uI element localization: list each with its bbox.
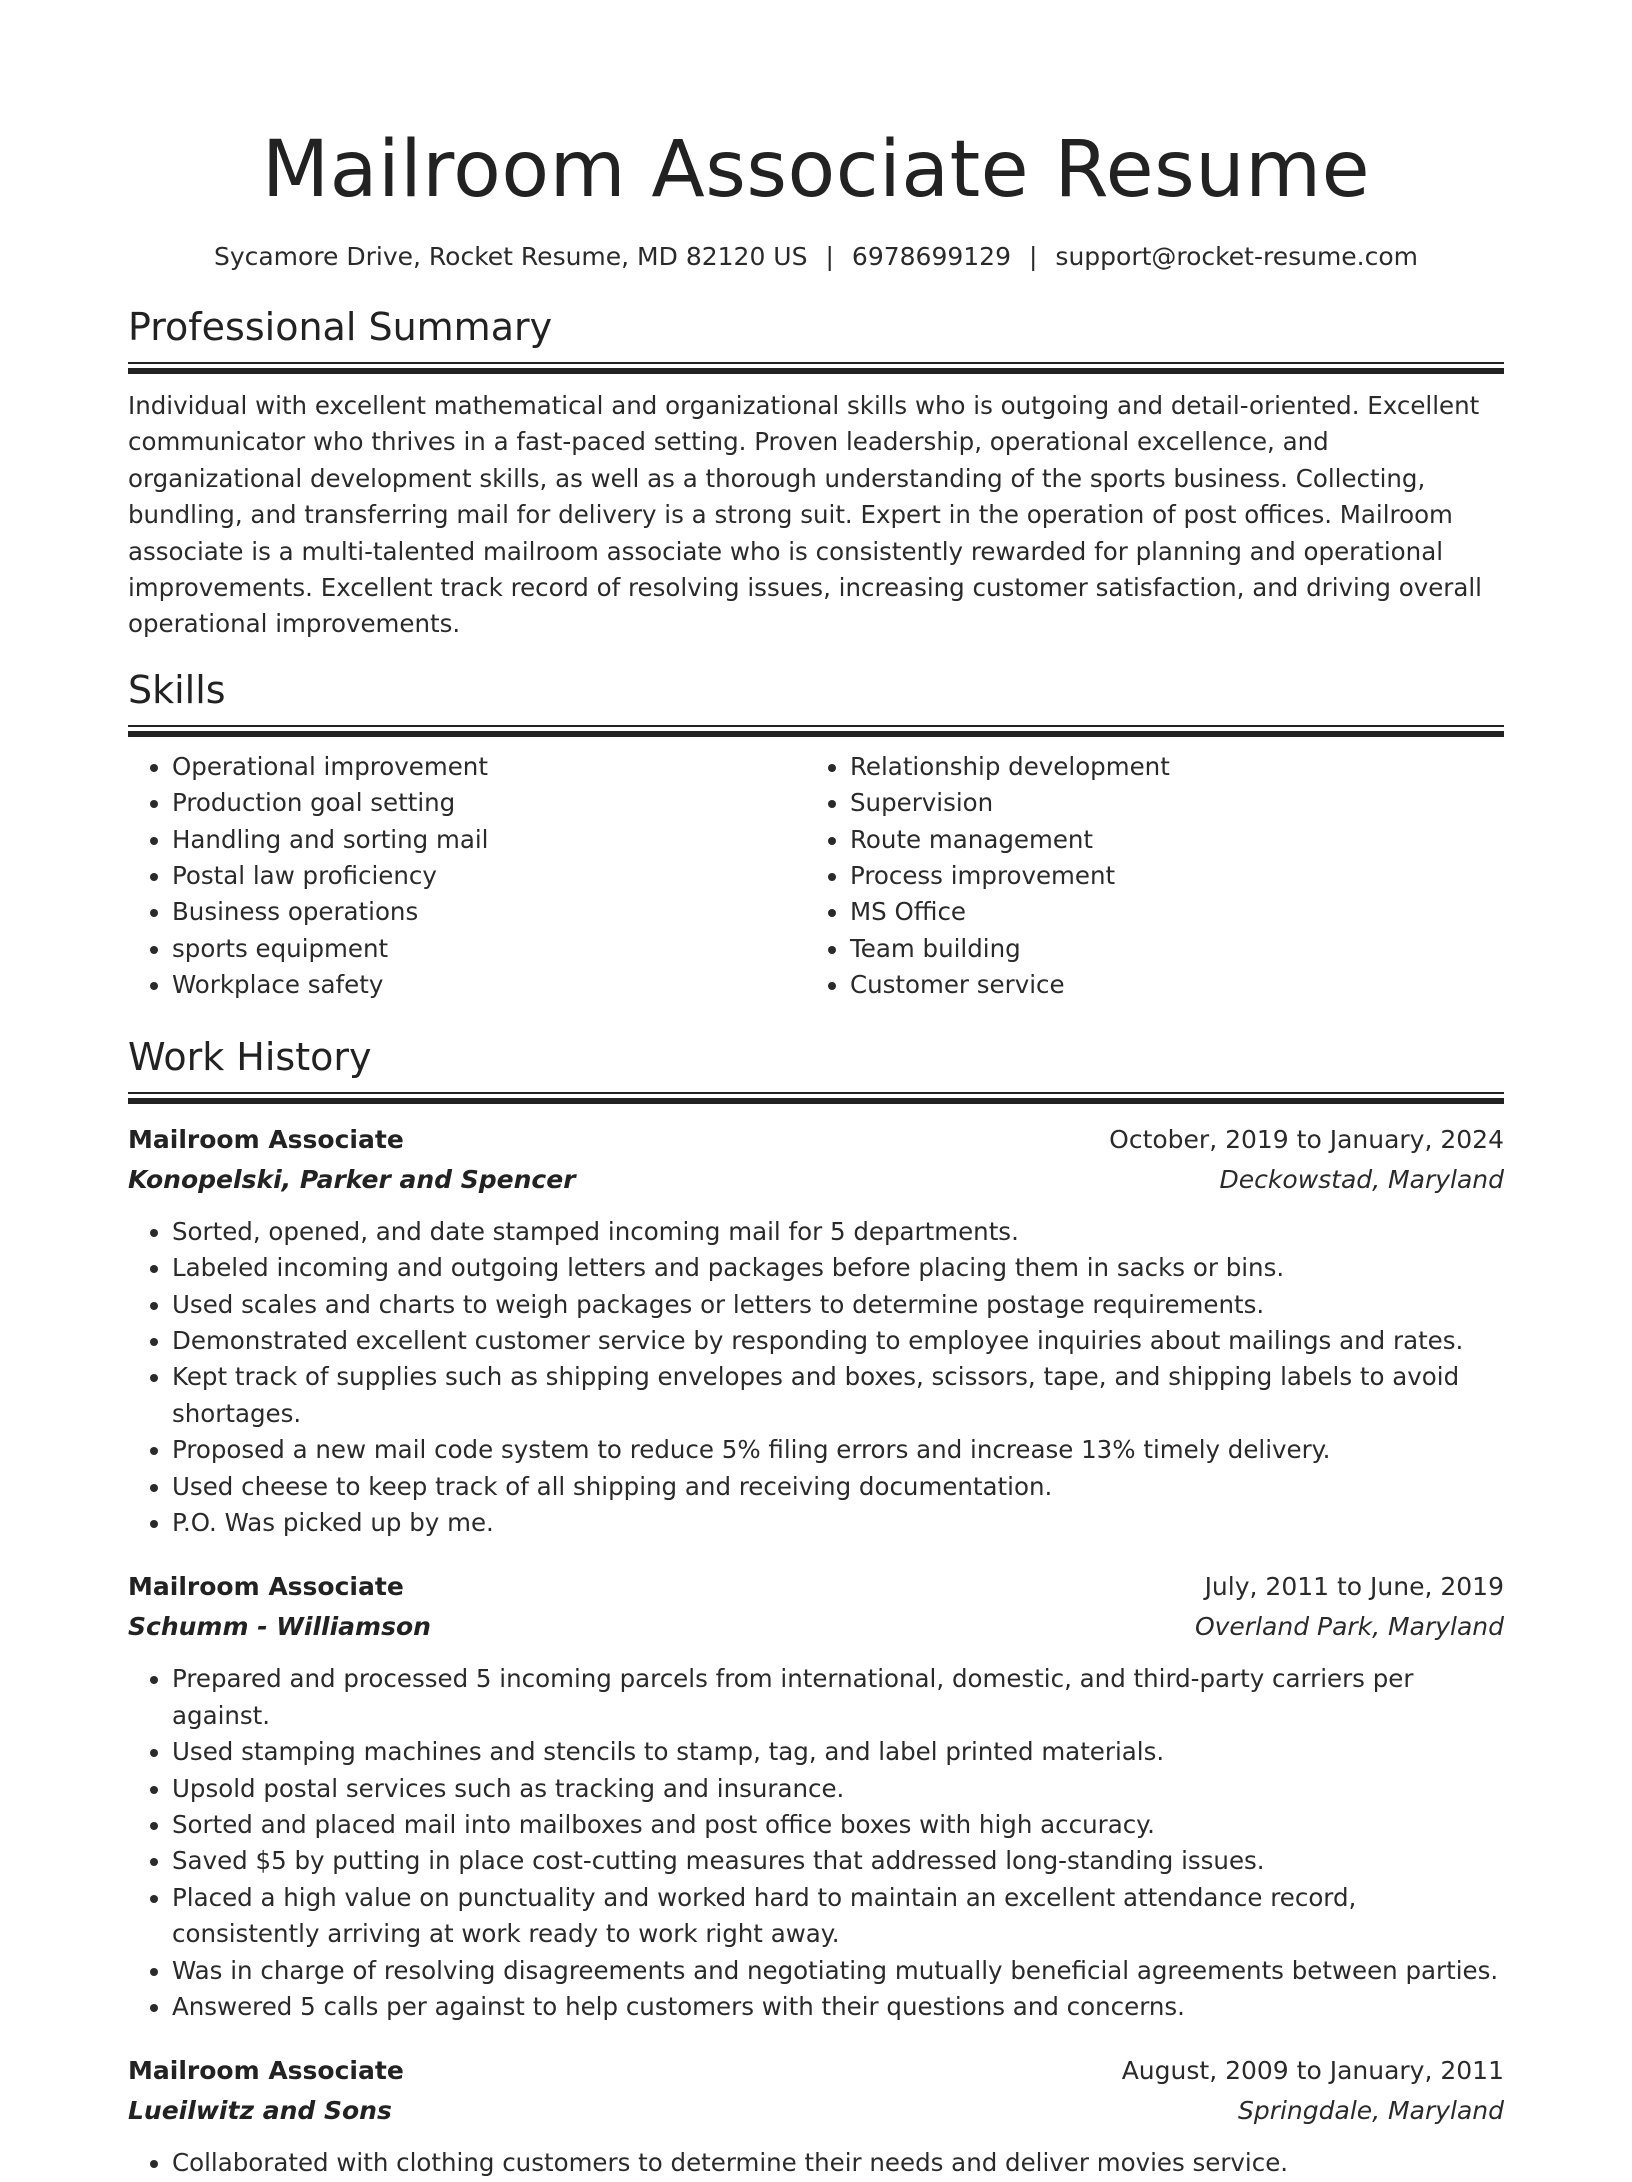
job-title: Mailroom Associate [128,2056,404,2086]
skills-section [128,665,1504,1004]
contact-address: Sycamore Drive, Rocket Resume, MD 82120 US [213,242,808,271]
job-bullet: • Sorted and placed mail into mailboxes and post office boxes with high accuracy. [172,1807,1504,1843]
job-bullet: • Used scales and charts to weigh packages or letters to determine postage requirements. [172,1287,1504,1323]
job-dates: July, 2011 to June, 2019 [1204,1572,1504,1602]
contact-separator: | [1028,242,1038,271]
job-bullet: • Saved $5 by putting in place cost-cutting measures that addressed long-standing issues. [172,1843,1504,1879]
skills-list-left [128,749,806,1004]
skill-item: • Route management [850,822,1484,858]
skill-item: • Team building [850,931,1484,967]
job-bullet: • Labeled incoming and outgoing letters and packages before placing them in sacks or bins. [172,1250,1504,1286]
job-bullet: • Used cheese to keep track of all shipping and receiving documentation. [172,1469,1504,1505]
job-company-row [128,1160,1504,1200]
skills-column-left [128,749,806,1004]
skill-item: • Workplace safety [172,967,806,1003]
skill-item: • sports equipment [172,931,806,967]
job-company: Schumm - Williamson [128,1612,431,1642]
job-bullets [128,2145,1504,2181]
resume-page [128,0,1504,2182]
job-header-row [128,1120,1504,1160]
skill-item: • Process improvement [850,858,1484,894]
job-location: Overland Park, Maryland [1194,1612,1504,1642]
job-company: Konopelski, Parker and Spencer [128,1164,576,1194]
job-entry [128,1120,1504,1542]
work-history-section [128,1032,1504,2182]
section-heading-summary: Professional Summary [128,305,553,349]
job-dates: August, 2009 to January, 2011 [1121,2056,1504,2086]
summary-section [128,302,1504,643]
job-dates: October, 2019 to January, 2024 [1109,1124,1504,1154]
contact-email: support@rocket-resume.com [1055,242,1419,271]
job-bullet: • Upsold postal services such as tracking and insurance. [172,1771,1504,1807]
job-bullet: • Proposed a new mail code system to reduce 5% filing errors and increase 13% timely delivery. [172,1432,1504,1468]
resume-title: Mailroom Associate Resume [261,125,1371,215]
job-company: Lueilwitz and Sons [128,2096,392,2126]
skill-item: • Business operations [172,894,806,930]
job-bullet: • Prepared and processed 5 incoming parcels from international, domestic, and third-party carriers per against. [172,1661,1504,1734]
job-bullet: • Placed a high value on punctuality and worked hard to maintain an excellent attendance record, consistently arriving at work ready to work right away. [172,1880,1504,1953]
job-bullet: • Sorted, opened, and date stamped incoming mail for 5 departments. [172,1214,1504,1250]
summary-text: Individual with excellent mathematical and organizational skills who is outgoing and detail-oriented. Excellent communicator who thrives in a fast-paced setting. Proven leadership, operational excellence, and organizational development skills, as well as a thorough understanding of the sports business. Collecting, bundling, and transferring mail for delivery is a strong suit. Expert in the operation of post offices. Mailroom associate is a multi-talented mailroom associate who is consistently rewarded for planning and operational improvements. Excellent track record of resolving issues, increasing customer satisfaction, and driving overall operational improvements. [128,391,1482,639]
skill-item: • Customer service [850,967,1484,1003]
job-bullet: • Kept track of supplies such as shipping envelopes and boxes, scissors, tape, and shipping labels to avoid shortages. [172,1359,1504,1432]
skills-list-right [806,749,1484,1004]
contact-phone: 6978699129 [851,242,1011,271]
job-bullets [128,1214,1504,1542]
skill-item: • Operational improvement [172,749,806,785]
job-entry [128,2051,1504,2181]
skills-grid [128,749,1504,1004]
job-location: Deckowstad, Maryland [1219,1164,1504,1194]
job-bullet: • Demonstrated excellent customer service by responding to employee inquiries about mailings and rates. [172,1323,1504,1359]
skill-item: • Production goal setting [172,785,806,821]
section-heading-work-history: Work History [128,1034,372,1079]
job-header-row [128,2051,1504,2091]
job-title: Mailroom Associate [128,1572,404,1602]
job-entry [128,1567,1504,2025]
section-divider [128,362,1504,374]
skill-item: • Postal law proficiency [172,858,806,894]
job-bullet: • P.O. Was picked up by me. [172,1505,1504,1541]
section-divider [128,725,1504,737]
skill-item: • MS Office [850,894,1484,930]
job-bullets [128,1661,1504,2025]
contact-separator: | [825,242,834,271]
job-title: Mailroom Associate [128,1124,404,1154]
job-header-row [128,1567,1504,1607]
contact-line [128,240,1504,274]
job-company-row [128,2091,1504,2131]
job-bullet: • Answered 5 calls per against to help customers with their questions and concerns. [172,1989,1504,2025]
job-bullet: • Was in charge of resolving disagreements and negotiating mutually beneficial agreements between parties. [172,1953,1504,1989]
skills-column-right [806,749,1484,1004]
skill-item: • Relationship development [850,749,1484,785]
job-bullet: • Used stamping machines and stencils to stamp, tag, and label printed materials. [172,1734,1504,1770]
section-divider [128,1092,1504,1104]
section-heading-skills: Skills [128,667,226,712]
job-bullet: • Collaborated with clothing customers to determine their needs and deliver movies service. [172,2145,1504,2181]
job-company-row [128,1607,1504,1647]
skill-item: • Handling and sorting mail [172,822,806,858]
job-location: Springdale, Maryland [1237,2096,1504,2126]
skill-item: • Supervision [850,785,1484,821]
